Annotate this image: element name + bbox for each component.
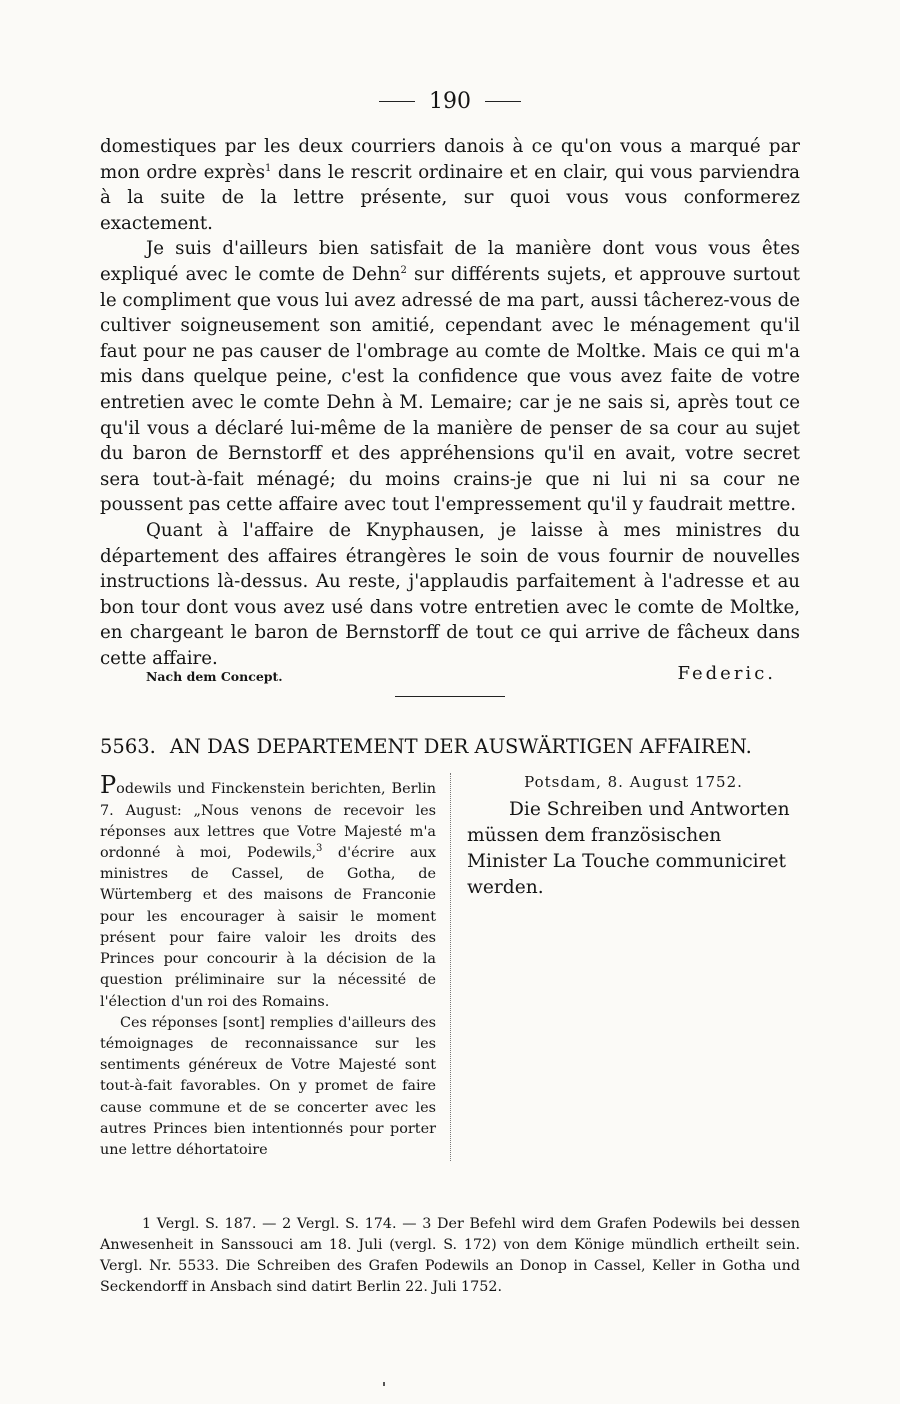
report-paragraph-1 — [100, 773, 436, 1012]
section-heading — [100, 735, 800, 759]
paragraph-1-text-a: domestiques par les deux courriers danois à ce qu'on vous a marqué par mon ordre exprès — [100, 136, 800, 183]
footnotes — [100, 1214, 800, 1298]
paragraph-1 — [100, 134, 800, 236]
paragraph-2-text-a: Je suis d'ailleurs bien satisfait de la manière dont vous vous êtes expliqué avec le comte de Dehn — [100, 238, 800, 285]
paper-speck — [383, 1382, 385, 1386]
paragraph-3: Quant à l'affaire de Knyphausen, je laisse à mes ministres du département des affaires étrangères le soin de vous fournir de nouvelles instructions là-dessus. Au reste, j'applaudis parfaitement à l'adresse et au bon tour dont vous avez usé dans votre entretien avec le comte de Moltke, en chargeant le baron de Bernstorff de tout ce qui arrive de fâcheux dans cette affaire. — [100, 519, 800, 669]
paragraph-1-text-b: dans le rescrit ordinaire et en clair, qui vous parviendra à la suite de la lettre présente, sur quoi vous vous conformerez exactement. — [100, 161, 801, 234]
section-number: 5563. — [100, 735, 156, 759]
page-number: 190 — [429, 88, 471, 114]
paragraph-2 — [100, 236, 800, 518]
header-dash-left — [379, 101, 415, 102]
report-column — [100, 773, 451, 1161]
dateline: Potsdam, 8. August 1752. — [524, 773, 743, 792]
source-note: Nach dem Concept. — [146, 669, 283, 685]
order-column — [451, 773, 800, 1161]
section-separator — [395, 696, 505, 697]
footnote-ref-2: 2 — [400, 264, 407, 276]
paragraph-2-text-b: sur différents sujets, et approuve surtout le compliment que vous lui avez adressé de ma part, aussi tâcherez-vous de cultiver soigneusement son amitié, cependant avec le ménagement qu'il faut pour ne pas causer de l'ombrage au comte de Moltke. Mais ce qui m'a mis dans quelque peine, c'est la confidence que vous avez faite de votre entretien avec le comte Dehn à M. Lemaire; car je ne sais si, après tout ce qu'il vous a déclaré lui-même de la manière de penser de sa cour au sujet du baron de Bernstorff et des appréhensions qu'il en avait, votre secret sera tout-à-fait ménagé; du moins crains-je que ni lui ni sa cour ne poussent pas cette affaire avec tout l'empressement qu'il y faudrait mettre. — [100, 263, 800, 516]
dropcap: P — [100, 771, 117, 800]
header-dash-right — [485, 101, 521, 102]
page — [100, 88, 800, 1161]
section-title: AN DAS DEPARTEMENT DER AUSWÄRTIGEN AFFAIREN. — [169, 735, 752, 759]
footnotes-text: 1 Vergl. S. 187. — 2 Vergl. S. 174. — 3 Der Befehl wird dem Grafen Podewils bei dessen Anwesenheit in Sanssouci am 18. Juli (vergl. S. 172) von dem Könige mündlich ertheilt sein. Vergl. Nr. 5533. Die Schreiben des Grafen Podewils an Donop in Cassel, Keller in Gotha und Seckendorff in Ansbach sind datirt Berlin 22. Juli 1752. — [100, 1216, 800, 1295]
two-column-block — [100, 773, 800, 1161]
report-paragraph-1-text-a: odewils und Finckenstein berichten, Berlin 7. August: „Nous venons de recevoir les réponses aux lettres que Votre Majesté m'a ordonné à moi, Podewils, — [100, 781, 436, 862]
order-text: Die Schreiben und Antworten müssen dem französischen Minister La Touche communiciret werden. — [467, 799, 790, 899]
page-header — [100, 88, 800, 114]
main-text — [100, 134, 800, 671]
report-paragraph-1-text-b: d'écrire aux ministres de Cassel, de Gotha, de Würtemberg et des maisons de Franconie pour les encourager à saisir le moment présent pour faire valoir les droits des Princes pour concourir à la décision de la question préliminaire sur la nécessité de l'élection d'un roi des Romains. — [100, 845, 437, 1010]
report-paragraph-2: Ces réponses [sont] remplies d'ailleurs des témoignages de reconnaissance sur les sentiments généreux de Votre Majesté sont tout-à-fait favorables. On y promet de faire cause commune et de se concerter avec les autres Princes bien intentionnés pour porter une lettre déhortatoire — [100, 1014, 436, 1158]
signature: Federic. — [677, 663, 776, 685]
footnote-ref-3: 3 — [316, 843, 323, 855]
footnote-ref-1: 1 — [265, 162, 272, 174]
